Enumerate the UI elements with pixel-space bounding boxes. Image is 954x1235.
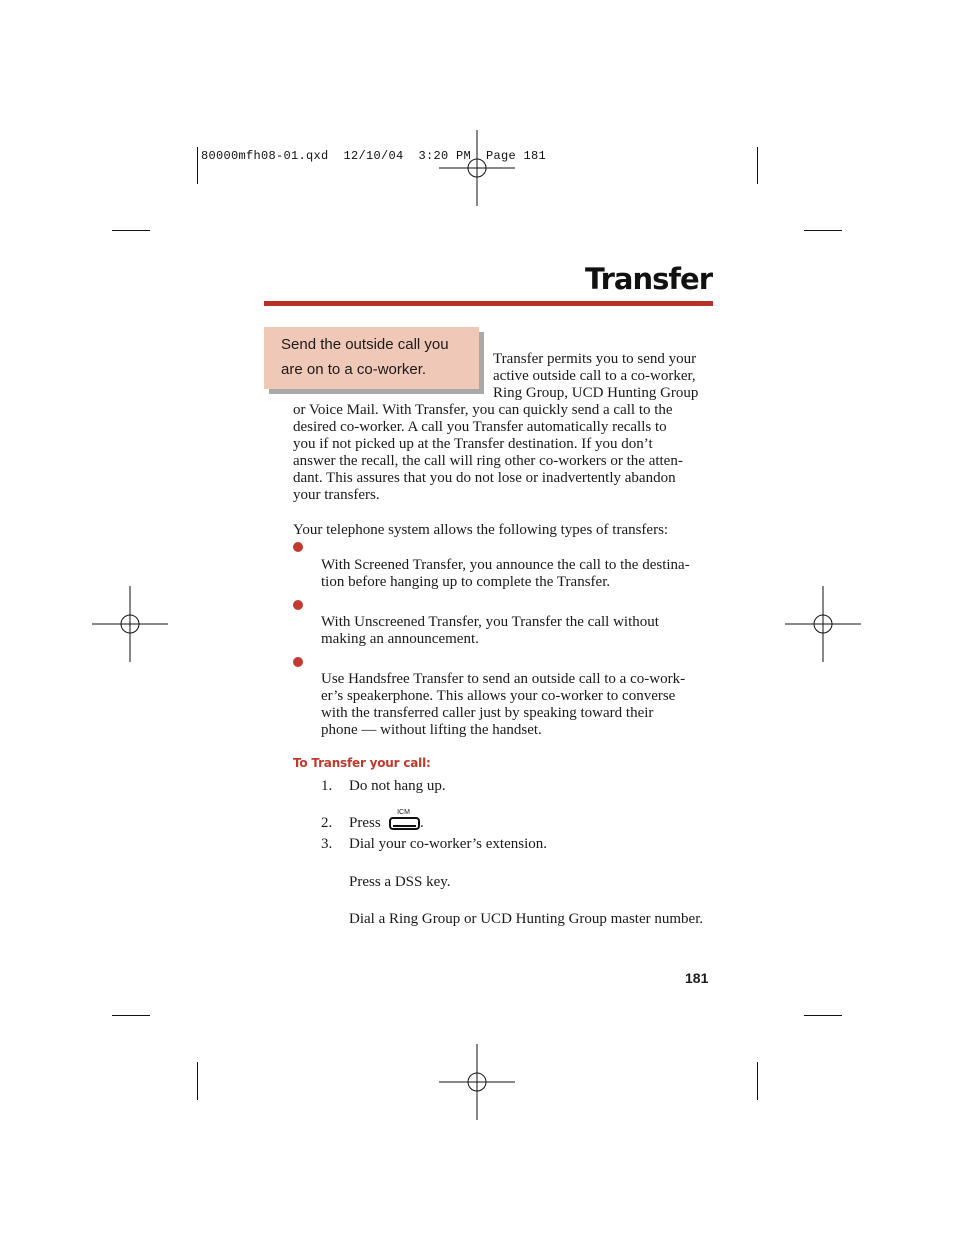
crop-mark-top-left (197, 147, 198, 184)
registration-mark-bottom-icon (439, 1044, 515, 1120)
crop-mark-left-lower (112, 1015, 150, 1016)
print-slug: 80000mfh08-01.qxd 12/10/04 3:20 PM Page 181 (201, 149, 547, 163)
transfer-type-line: With Unscreened Transfer, you Transfer the call without (321, 614, 659, 630)
crop-mark-bottom-right (757, 1062, 758, 1100)
crop-mark-bottom-left (197, 1062, 198, 1100)
callout-line: are on to a co-worker. (281, 361, 427, 378)
icm-key-icon (387, 809, 420, 829)
step-alternative: Dial a Ring Group or UCD Hunting Group master number. (349, 911, 704, 927)
step-text: Do not hang up. (349, 778, 446, 794)
icm-key-label: ICM (397, 809, 410, 816)
transfer-type-screened (321, 557, 721, 591)
intro-line: you if not picked up at the Transfer destination. If you don’t (293, 436, 653, 452)
callout-line: Send the outside call you (281, 336, 449, 353)
icm-key-button-shape (389, 817, 420, 830)
intro-line: Ring Group, UCD Hunting Group (493, 385, 699, 401)
step-text: Press (349, 815, 381, 831)
transfer-type-handsfree (321, 671, 721, 739)
transfer-type-line: tion before hanging up to complete the Transfer. (321, 574, 611, 590)
intro-line: your transfers. (293, 487, 380, 503)
step-suffix: . (420, 815, 424, 831)
crop-mark-left-upper (112, 230, 150, 231)
page-title: Transfer (585, 262, 712, 296)
step-number: 1. (321, 778, 333, 794)
crop-mark-right-upper (804, 230, 842, 231)
step-text: Dial your co-worker’s extension. (349, 836, 548, 852)
procedure-heading: To Transfer your call: (293, 756, 431, 770)
intro-line: answer the recall, the call will ring other co-workers or the atten- (293, 453, 683, 469)
transfer-type-line: er’s speakerphone. This allows your co-worker to converse (321, 688, 676, 704)
intro-line: desired co-worker. A call you Transfer automatically recalls to (293, 419, 667, 435)
types-intro: Your telephone system allows the following types of transfers: (293, 522, 669, 538)
step-number: 2. (321, 815, 333, 831)
intro-paragraph-start (493, 351, 715, 402)
bullet-icon (293, 600, 303, 610)
transfer-type-line: phone — without lifting the handset. (321, 722, 542, 738)
intro-line: active outside call to a co-worker, (493, 368, 696, 384)
transfer-type-line: With Screened Transfer, you announce the call to the destina- (321, 557, 690, 573)
transfer-type-unscreened (321, 614, 721, 648)
transfer-type-line: with the transferred caller just by speaking toward their (321, 705, 654, 721)
registration-mark-top-icon (439, 130, 515, 206)
transfer-type-line: Use Handsfree Transfer to send an outside call to a co-work- (321, 671, 686, 687)
crop-mark-right-lower (804, 1015, 842, 1016)
page-number: 181 (685, 970, 709, 986)
transfer-type-line: making an announcement. (321, 631, 479, 647)
crop-mark-top-right (757, 147, 758, 184)
registration-mark-left-icon (92, 586, 168, 662)
step-alternative: Press a DSS key. (349, 874, 451, 890)
bullet-icon (293, 657, 303, 667)
intro-line: dant. This assures that you do not lose or inadvertently abandon (293, 470, 676, 486)
intro-line: Transfer permits you to send your (493, 351, 697, 367)
registration-mark-right-icon (785, 586, 861, 662)
title-rule (264, 301, 713, 306)
step-number: 3. (321, 836, 333, 852)
summary-callout (264, 327, 479, 389)
intro-paragraph-continued (293, 402, 718, 504)
bullet-icon (293, 542, 303, 552)
intro-line: or Voice Mail. With Transfer, you can quickly send a call to the (293, 402, 673, 418)
